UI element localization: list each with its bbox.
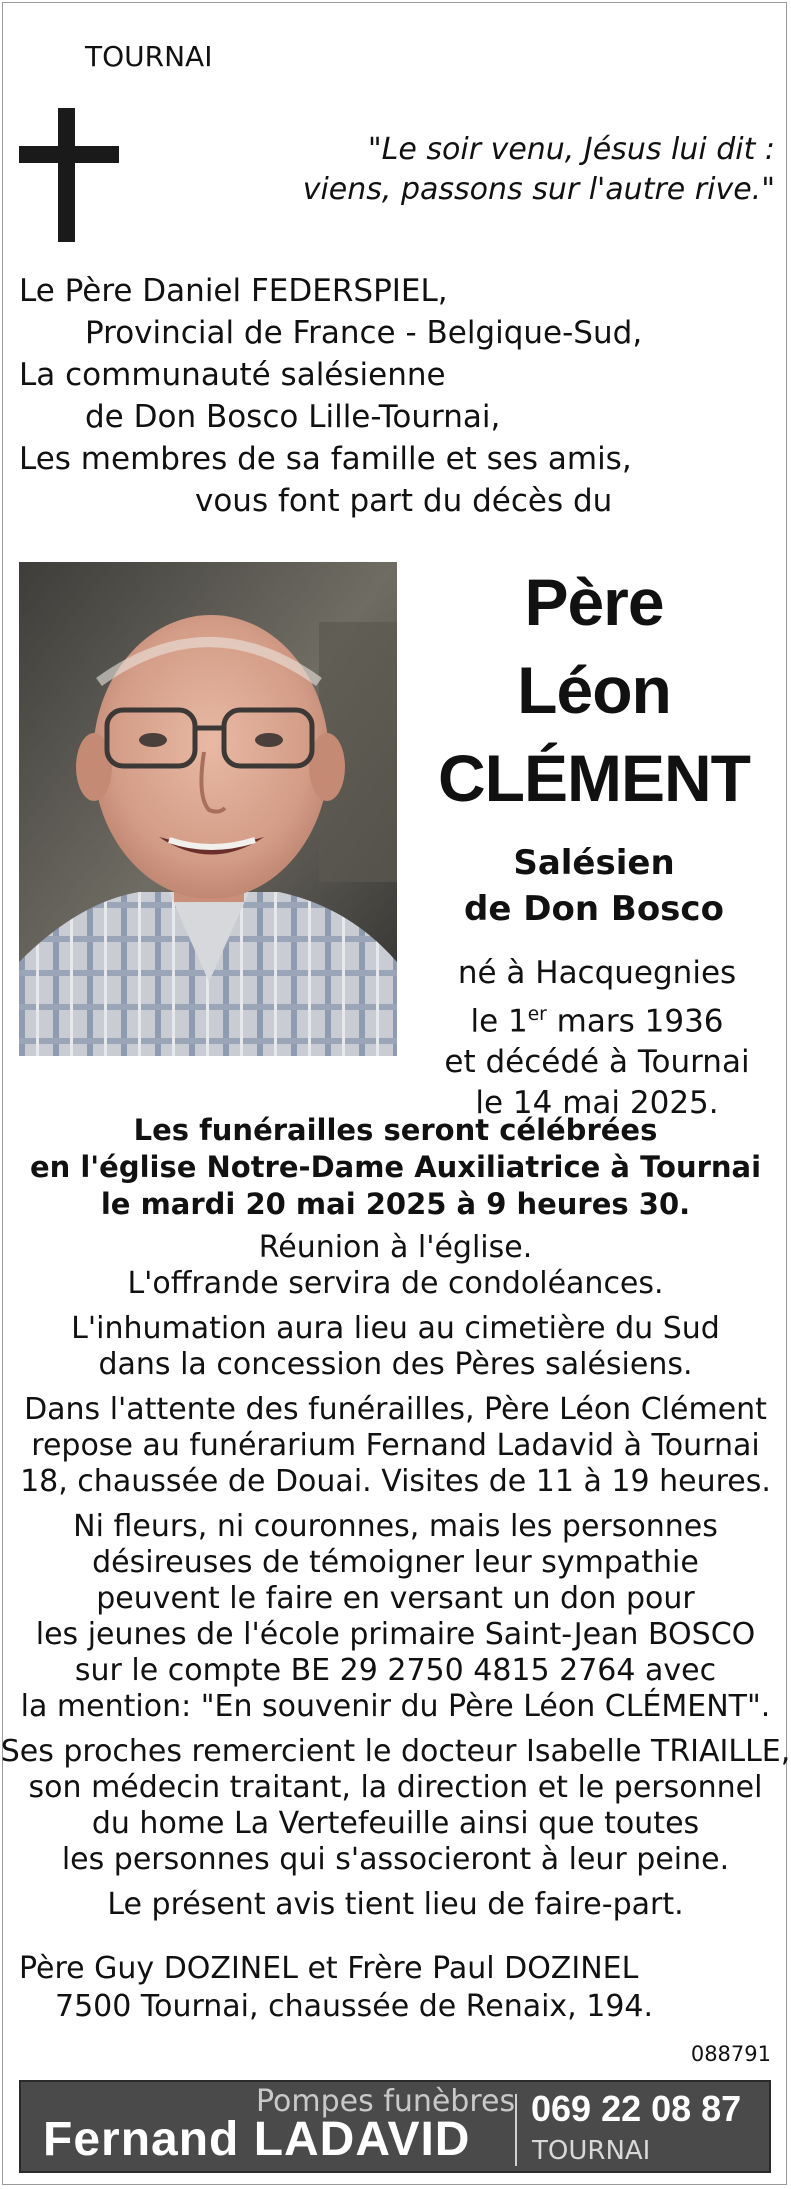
p5-line-3: du home La Vertefeuille ainsi que toutes (91, 1806, 700, 1841)
p1-line-1: Réunion à l'église. (258, 1230, 533, 1265)
banner-divider (515, 2094, 517, 2166)
p4-line-2: désireuses de témoigner leur sympathie (92, 1545, 699, 1580)
details-block (0, 1230, 791, 1932)
signature-line-1: Père Guy DOZINEL et Frère Paul DOZINEL (19, 1951, 639, 1986)
funeral-line-3: le mardi 20 mai 2025 à 9 heures 30. (100, 1187, 691, 1221)
p4-line-5: sur le compte BE 29 2750 4815 2764 avec (74, 1653, 717, 1688)
born-date-le: le 1 (470, 1003, 528, 1040)
religious-order (397, 840, 791, 932)
died-place: et décédé à Tournai (444, 1044, 750, 1081)
paragraph-notice (0, 1887, 791, 1923)
life-dates (400, 953, 791, 1124)
paragraph-donations (0, 1509, 791, 1725)
p4-line-6: la mention: "En souvenir du Père Léon CLÉMENT". (20, 1689, 771, 1724)
order-line-2: de Don Bosco (464, 889, 724, 929)
born-place: né à Hacquegnies (457, 955, 737, 991)
order-line-1: Salésien (513, 843, 675, 883)
p3-line-2: repose au funérarium Fernand Ladavid à Tournai (31, 1428, 760, 1463)
born-date (400, 994, 791, 1042)
portrait-photo (19, 562, 397, 1056)
banner-subtitle: Pompes funèbres (256, 2084, 516, 2119)
deceased-last-name: CLÉMENT (438, 741, 750, 815)
quote-line-1: "Le soir venu, Jésus lui dit : (367, 132, 775, 167)
intro-line-4: de Don Bosco Lille-Tournai, (85, 399, 501, 435)
funeral-line-1: Les funérailles seront célébrées (133, 1113, 658, 1147)
intro-line-3: La communauté salésienne (19, 357, 446, 393)
bible-quote (303, 130, 775, 210)
intro-line-2: Provincial de France - Belgique-Sud, (85, 315, 643, 351)
p4-line-1: Ni fleurs, ni couronnes, mais les personnes (73, 1509, 718, 1544)
p2-line-2: dans la concession des Pères salésiens. (98, 1347, 693, 1382)
p2-line-1: L'inhumation aura lieu au cimetière du Sud (71, 1311, 720, 1346)
p5-line-1: Ses proches remercient le docteur Isabelle TRIAILLE, (0, 1734, 791, 1769)
banner-town: TOURNAI (532, 2136, 651, 2166)
funeral-line-2: en l'église Notre-Dame Auxiliatrice à Tournai (29, 1150, 762, 1184)
p4-line-4: les jeunes de l'école primaire Saint-Jean BOSCO (35, 1617, 756, 1652)
cross-icon-vertical (58, 108, 75, 242)
p4-line-3: peuvent le faire en versant un don pour (96, 1581, 695, 1616)
intro-line-1: Le Père Daniel FEDERSPIEL, (19, 273, 448, 309)
quote-line-2: viens, passons sur l'autre rive." (302, 172, 775, 207)
p3-line-1: Dans l'attente des funérailles, Père Léon Clément (24, 1392, 767, 1427)
p6-line-1: Le présent avis tient lieu de faire-part. (107, 1887, 684, 1922)
intro-line-5: Les membres de sa famille et ses amis, (19, 441, 632, 477)
city-heading: TOURNAI (85, 40, 213, 73)
deceased-name-block (397, 558, 791, 822)
deceased-title: Père (524, 565, 664, 639)
paragraph-thanks (0, 1734, 791, 1878)
paragraph-gathering (0, 1230, 791, 1302)
funeral-announcement (0, 1112, 791, 1223)
reference-number: 088791 (690, 2042, 771, 2066)
paragraph-burial (0, 1311, 791, 1383)
banner-phone[interactable]: 069 22 08 87 (531, 2088, 742, 2129)
cross-icon-horizontal (19, 146, 119, 163)
p5-line-4: les personnes qui s'associeront à leur peine. (61, 1842, 730, 1877)
portrait-illustration (19, 562, 397, 1056)
born-date-sup: er (527, 1004, 547, 1025)
intro-line-6: vous font part du décès du (195, 483, 613, 519)
signature-line-2: 7500 Tournai, chaussée de Renaix, 194. (55, 1989, 654, 2024)
deceased-first-name: Léon (517, 653, 671, 727)
p1-line-2: L'offrande servira de condoléances. (127, 1266, 664, 1301)
died-date: le 14 mai 2025. (475, 1085, 719, 1122)
p5-line-2: son médecin traitant, la direction et le personnel (28, 1770, 763, 1805)
banner-company-name: Fernand LADAVID (43, 2113, 471, 2166)
paragraph-funerarium (0, 1392, 791, 1500)
p3-line-3: 18, chaussée de Douai. Visites de 11 à 19 heures. (20, 1464, 771, 1499)
funeral-home-banner (19, 2080, 771, 2173)
born-date-rest: mars 1936 (546, 1003, 724, 1040)
